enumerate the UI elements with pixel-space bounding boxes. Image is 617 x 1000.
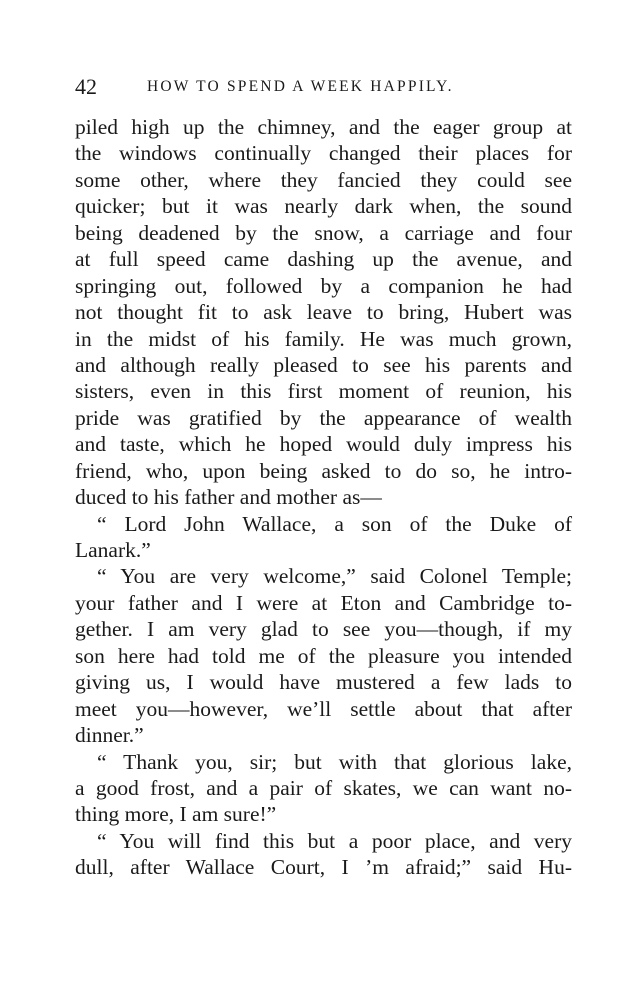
text-line: some other, where they fancied they could see xyxy=(75,167,572,192)
text-line: friend, who, upon being asked to do so, he intro- xyxy=(75,458,572,483)
text-line: sisters, even in this first moment of reunion, his xyxy=(75,379,572,404)
text-line: quicker; but it was nearly dark when, the sound xyxy=(75,194,572,219)
text-line: a good frost, and a pair of skates, we can want no- xyxy=(75,775,572,800)
text-line: “ You are very welcome,” said Colonel Temple; xyxy=(97,564,572,589)
text-line: springing out, followed by a companion he had xyxy=(75,273,572,298)
running-head: HOW TO SPEND A WEEK HAPPILY. xyxy=(147,78,454,95)
text-line: being deadened by the snow, a carriage and four xyxy=(75,220,572,245)
page-number: 42 xyxy=(75,74,97,99)
text-line: “ Lord John Wallace, a son of the Duke of xyxy=(97,511,572,536)
text-line: piled high up the chimney, and the eager group at xyxy=(75,115,572,139)
text-line: the windows continually changed their places for xyxy=(75,141,572,166)
text-line: and taste, which he hoped would duly impress his xyxy=(75,432,572,457)
text-line: at full speed came dashing up the avenue, and xyxy=(75,247,572,272)
text-line: Lanark.” xyxy=(75,538,151,562)
text-line: your father and I were at Eton and Cambridge to- xyxy=(75,590,572,615)
page-header xyxy=(75,72,572,102)
text-line: dinner.” xyxy=(75,723,144,748)
text-line: thing more, I am sure!” xyxy=(75,802,277,827)
text-line: son here had told me of the pleasure you intended xyxy=(75,643,572,668)
text-line: not thought fit to ask leave to bring, Hubert was xyxy=(75,300,572,325)
text-line: pride was gratified by the appearance of wealth xyxy=(75,405,572,430)
text-line: duced to his father and mother as— xyxy=(75,485,382,510)
text-line: in the midst of his family. He was much grown, xyxy=(75,326,572,351)
text-line: meet you—however, we’ll settle about that after xyxy=(75,696,572,721)
text-line: gether. I am very glad to see you—though, if my xyxy=(75,617,572,642)
body-text xyxy=(75,114,572,881)
text-line: dull, after Wallace Court, I ’m afraid;” said Hu- xyxy=(75,855,572,880)
text-line: giving us, I would have mustered a few lads to xyxy=(75,670,572,695)
text-line: “ You will find this but a poor place, and very xyxy=(97,828,572,853)
text-line: and although really pleased to see his parents and xyxy=(75,352,572,377)
text-line: “ Thank you, sir; but with that glorious lake, xyxy=(97,749,572,774)
